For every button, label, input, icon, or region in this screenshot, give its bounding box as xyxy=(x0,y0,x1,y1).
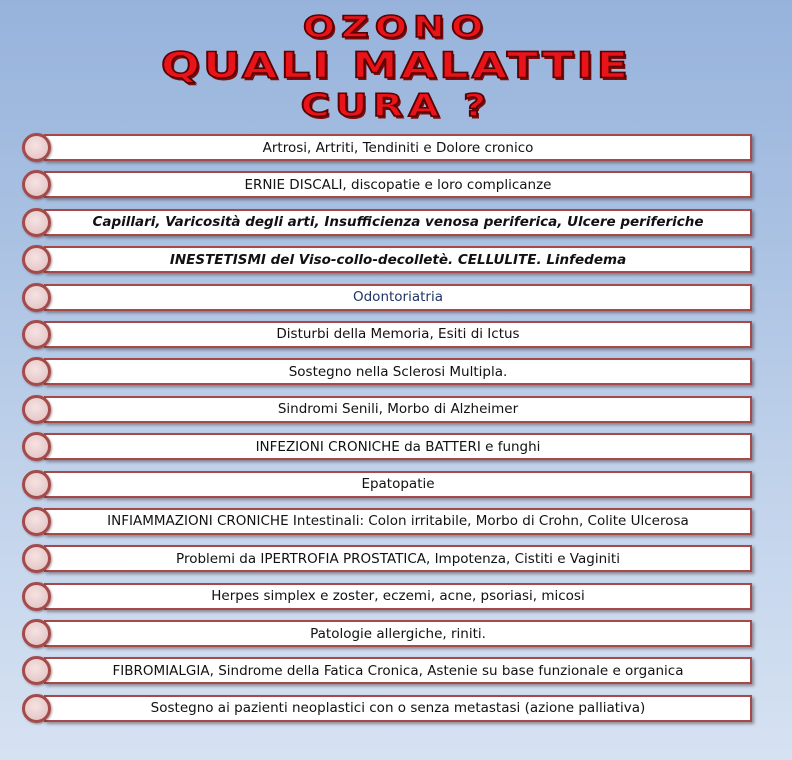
list-item xyxy=(22,432,757,463)
list-item xyxy=(22,470,757,501)
list-item-bar xyxy=(44,545,752,572)
list-item-bar xyxy=(44,284,752,311)
list-item xyxy=(22,619,757,650)
list-item xyxy=(22,507,757,538)
list-item-bar xyxy=(44,134,752,161)
list-item-label: ERNIE DISCALI, discopatie e loro complicanze xyxy=(244,176,552,193)
list-item-label: Disturbi della Memoria, Esiti di Ictus xyxy=(276,326,520,343)
list-item-label: INFIAMMAZIONI CRONICHE Intestinali: Colon irritabile, Morbo di Crohn, Colite Ulcerosa xyxy=(107,513,689,530)
list-item xyxy=(22,395,757,426)
disease-list xyxy=(22,133,757,731)
list-item xyxy=(22,283,757,314)
list-item-bar xyxy=(44,246,752,273)
title-line-2: QUALI MALATTIE xyxy=(160,43,632,87)
title-line-3: CURA ? xyxy=(300,88,492,124)
list-item-bar xyxy=(44,209,752,236)
list-item-bar xyxy=(44,508,752,535)
list-item-bar xyxy=(44,471,752,498)
list-item-label: INFEZIONI CRONICHE da BATTERI e funghi xyxy=(255,438,541,455)
bullet-circle-icon xyxy=(22,619,51,648)
list-item-label: Problemi da IPERTROFIA PROSTATICA, Impotenza, Cistiti e Vaginiti xyxy=(176,550,620,567)
list-item-label: INESTETISMI del Viso-collo-decolletè. CELLULITE. Linfedema xyxy=(169,251,627,268)
list-item-bar xyxy=(44,620,752,647)
list-item xyxy=(22,694,757,725)
bullet-circle-icon xyxy=(22,320,51,349)
bullet-circle-icon xyxy=(22,395,51,424)
bullet-circle-icon xyxy=(22,133,51,162)
bullet-circle-icon xyxy=(22,507,51,536)
list-item-label: Sindromi Senili, Morbo di Alzheimer xyxy=(277,401,519,418)
list-item-bar xyxy=(44,358,752,385)
list-item-label: Sostegno nella Sclerosi Multipla. xyxy=(288,363,508,380)
list-item-bar xyxy=(44,657,752,684)
bullet-circle-icon xyxy=(22,208,51,237)
list-item xyxy=(22,133,757,164)
list-item-bar xyxy=(44,321,752,348)
bullet-circle-icon xyxy=(22,470,51,499)
list-item xyxy=(22,170,757,201)
bullet-circle-icon xyxy=(22,283,51,312)
list-item-bar xyxy=(44,695,752,722)
title-line-1: OZONO xyxy=(302,9,490,45)
list-item xyxy=(22,208,757,239)
list-item-label: FIBROMIALGIA, Sindrome della Fatica Cronica, Astenie su base funzionale e organica xyxy=(112,662,684,679)
list-item xyxy=(22,544,757,575)
list-item xyxy=(22,245,757,276)
list-item-label: Herpes simplex e zoster, eczemi, acne, psoriasi, micosi xyxy=(211,588,585,605)
bullet-circle-icon xyxy=(22,245,51,274)
list-item xyxy=(22,320,757,351)
list-item-bar xyxy=(44,396,752,423)
list-item-bar xyxy=(44,583,752,610)
list-item-bar xyxy=(44,171,752,198)
list-item-label: Odontoriatria xyxy=(352,289,443,306)
list-item-label: Epatopatie xyxy=(361,476,435,493)
list-item xyxy=(22,582,757,613)
bullet-circle-icon xyxy=(22,582,51,611)
list-item-label: Artrosi, Artriti, Tendiniti e Dolore cronico xyxy=(262,139,534,156)
list-item xyxy=(22,357,757,388)
list-item-label: Sostegno ai pazienti neoplastici con o senza metastasi (azione palliativa) xyxy=(150,700,646,717)
list-item-label: Capillari, Varicosità degli arti, Insufficienza venosa periferica, Ulcere periferiche xyxy=(92,214,704,231)
list-item xyxy=(22,656,757,687)
bullet-circle-icon xyxy=(22,694,51,723)
list-item-bar xyxy=(44,433,752,460)
bullet-circle-icon xyxy=(22,432,51,461)
list-item-label: Patologie allergiche, riniti. xyxy=(310,625,486,642)
